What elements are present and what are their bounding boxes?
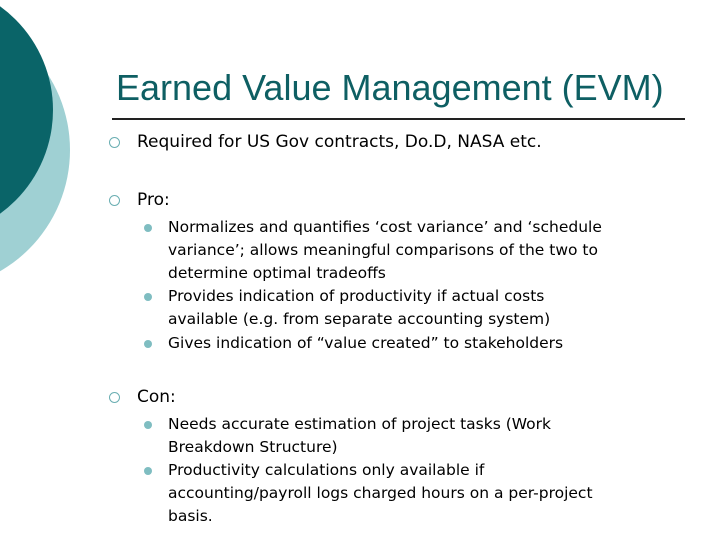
pro-item-productivity <box>168 285 678 331</box>
hollow-circle-bullet-icon <box>109 195 120 206</box>
con-item-line: Breakdown Structure) <box>168 438 338 456</box>
title-underline <box>112 118 685 120</box>
pro-item-line: Gives indication of “value created” to stakeholders <box>168 334 564 352</box>
pro-item-line: variance’; allows meaningful comparisons of the two to <box>168 241 598 259</box>
pro-item-line: available (e.g. from separate accounting system) <box>168 310 551 328</box>
bullet-pro: Pro: <box>137 190 170 210</box>
pro-item-line: Normalizes and quantifies ‘cost variance’ and ‘schedule <box>168 218 602 236</box>
dot-bullet-icon <box>144 421 152 429</box>
con-item-productivity <box>168 459 678 528</box>
con-item-estimation <box>168 413 678 459</box>
pro-item-value-created <box>168 332 678 355</box>
pro-item-line: determine optimal tradeoffs <box>168 264 386 282</box>
pro-item-normalizes <box>168 216 678 285</box>
con-item-line: basis. <box>168 507 213 525</box>
dot-bullet-icon <box>144 293 152 301</box>
con-item-line: Productivity calculations only available if <box>168 461 485 479</box>
bullet-required: Required for US Gov contracts, Do.D, NASA etc. <box>137 132 542 152</box>
bullet-con: Con: <box>137 387 176 407</box>
pro-item-line: Provides indication of productivity if actual costs <box>168 287 545 305</box>
con-item-line: accounting/payroll logs charged hours on a per-project <box>168 484 593 502</box>
dot-bullet-icon <box>144 340 152 348</box>
hollow-circle-bullet-icon <box>109 137 120 148</box>
hollow-circle-bullet-icon <box>109 392 120 403</box>
decorative-circles <box>0 0 120 300</box>
dot-bullet-icon <box>144 224 152 232</box>
dot-bullet-icon <box>144 467 152 475</box>
con-item-line: Needs accurate estimation of project tasks (Work <box>168 415 552 433</box>
slide-title: Earned Value Management (EVM) <box>116 67 664 108</box>
